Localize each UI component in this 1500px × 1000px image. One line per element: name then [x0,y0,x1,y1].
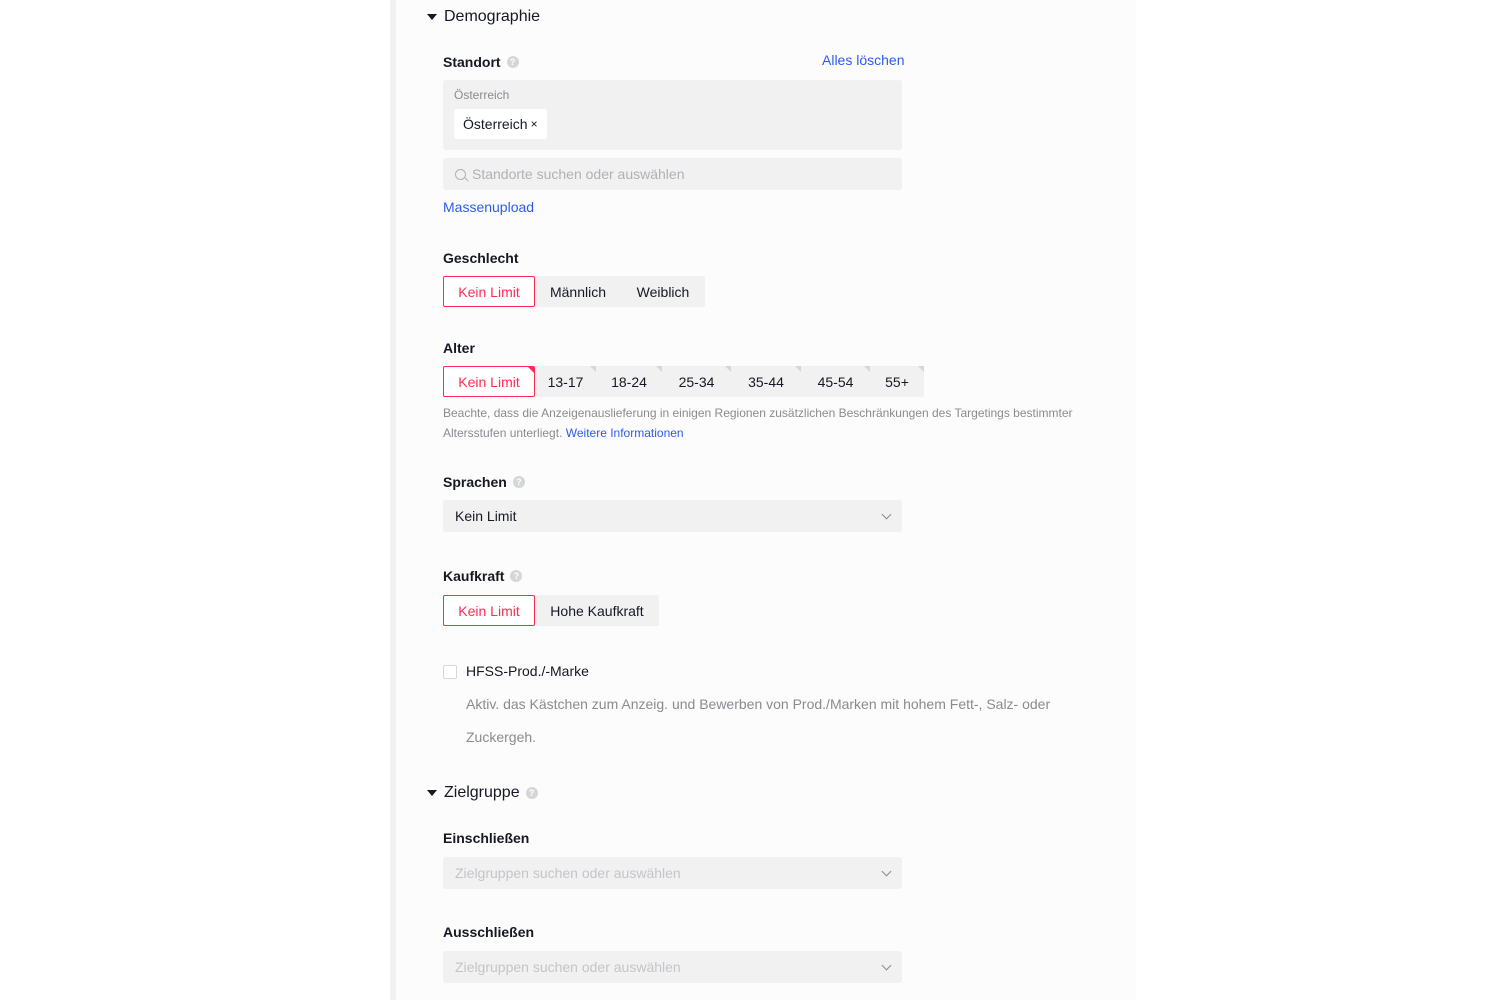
age-option-label: 13-17 [547,373,584,390]
caret-down-icon [427,14,437,20]
gender-label-row [443,250,518,266]
gender-option-male[interactable]: Männlich [549,283,607,300]
age-option-label: 25-34 [678,373,715,390]
purchasing-power-label: Kaufkraft [443,568,505,584]
help-icon[interactable]: ? [526,787,538,799]
languages-value: Kein Limit [455,508,517,524]
gender-selector [443,276,705,307]
age-label-row [443,340,475,356]
age-option-label: 45-54 [817,373,854,390]
age-option-label: 55+ [885,373,909,390]
languages-label-row [443,474,525,490]
purchasing-power-option-high[interactable]: Hohe Kaufkraft [550,602,644,619]
chevron-down-icon [882,866,892,876]
languages-select[interactable] [443,500,902,532]
corner-marker [918,366,924,372]
location-tag [454,109,547,139]
selected-corner-marker [528,367,534,373]
demographics-section-header[interactable] [427,8,540,26]
search-icon [455,169,466,180]
gender-option-female[interactable]: Weiblich [636,283,690,300]
age-option-no-limit[interactable] [443,366,535,397]
age-option-35-44[interactable] [731,366,801,397]
location-search-input[interactable] [443,158,902,190]
gender-option-no-limit[interactable]: Kein Limit [443,276,535,307]
age-note-text: Beachte, dass die Anzeigenauslieferung in einigen Regionen zusätzlichen Beschränkungen des Targetings bestimmter Altersstufen unterliegt. [443,406,1073,440]
location-group-label: Österreich [454,88,510,102]
purchasing-power-selector [443,595,659,626]
hfss-label: HFSS-Prod./-Marke [466,663,589,679]
chevron-down-icon [882,509,892,519]
gender-label: Geschlecht [443,250,519,266]
chevron-down-icon [882,960,892,970]
audience-section-header[interactable] [427,784,538,802]
exclude-label-row [443,924,534,940]
exclude-label: Ausschließen [443,924,535,940]
age-option-18-24[interactable] [596,366,662,397]
age-option-label: Kein Limit [458,373,520,390]
bulk-upload-link[interactable]: Massenupload [443,199,535,215]
help-icon[interactable]: ? [507,56,519,68]
purchasing-power-option-no-limit[interactable]: Kein Limit [443,595,535,626]
caret-down-icon [427,790,437,796]
age-restriction-note [443,403,1083,443]
location-search-placeholder: Standorte suchen oder auswählen [472,166,685,182]
include-label: Einschließen [443,830,530,846]
demographics-title: Demographie [444,8,541,25]
age-option-55-plus[interactable] [870,366,924,397]
audience-title: Zielgruppe [444,784,520,801]
purchasing-power-label-row [443,568,522,584]
age-option-13-17[interactable] [535,366,596,397]
exclude-placeholder: Zielgruppen suchen oder auswählen [455,959,681,975]
exclude-audience-select[interactable] [443,951,902,983]
hfss-description: Aktiv. das Kästchen zum Anzeig. und Bewerben von Prod./Marken mit hohem Fett-, Salz- oder Zuckergeh. [466,696,1051,745]
age-label: Alter [443,340,475,356]
age-option-45-54[interactable] [801,366,870,397]
age-option-label: 18-24 [611,373,647,390]
languages-label: Sprachen [443,474,507,490]
location-label: Standort [443,54,501,70]
help-icon[interactable]: ? [510,570,522,582]
age-selector [443,366,924,397]
close-icon[interactable]: × [530,117,538,131]
include-audience-select[interactable] [443,857,902,889]
age-option-label: 35-44 [748,373,784,390]
clear-all-link[interactable]: Alles löschen [822,52,905,68]
help-icon[interactable]: ? [513,476,525,488]
include-label-row [443,830,529,846]
hfss-checkbox[interactable] [443,665,457,679]
location-label-row [443,54,519,70]
include-placeholder: Zielgruppen suchen oder auswählen [455,865,681,881]
age-option-25-34[interactable] [662,366,731,397]
more-info-link[interactable]: Weitere Informationen [565,426,684,440]
location-tag-label: Österreich [463,116,528,132]
